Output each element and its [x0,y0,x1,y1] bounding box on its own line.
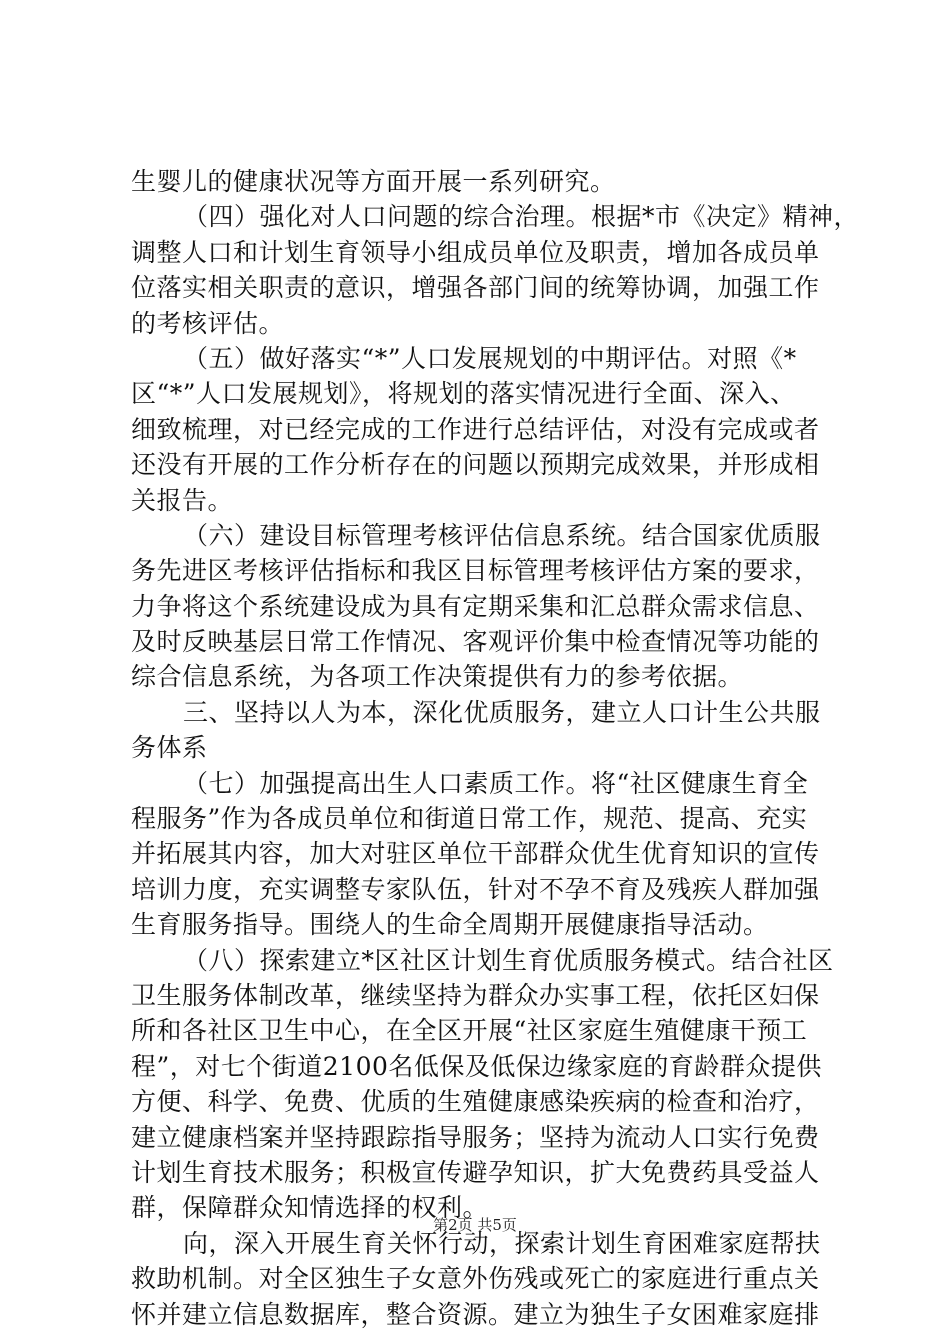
text-line: 位落实相关职责的意识，增强各部门间的统筹协调，加强工作 [131,273,820,303]
text-line: 计划生育技术服务；积极宣传避孕知识，扩大免费药具受益人 [131,1157,820,1187]
text-line: 方便、科学、免费、优质的生殖健康感染疾病的检查和治疗， [131,1087,820,1117]
text-line: 还没有开展的工作分析存在的问题以预期完成效果，并形成相 [131,450,820,480]
text-line: 力争将这个系统建设成为具有定期采集和汇总群众需求信息、 [131,591,820,621]
text-line: 关报告。 [131,485,234,515]
text-line: 区“*”人口发展规划》，将规划的落实情况进行全面、深入、 [131,379,796,409]
text-line: 卫生服务体制改革，继续坚持为群众办实事工程，依托区妇保 [131,980,820,1010]
text-line: （七）加强提高出生人口素质工作。将“社区健康生育全 [183,768,809,798]
text-line: 三、坚持以人为本，深化优质服务，建立人口计生公共服 [183,697,821,727]
text-line: 细致梳理，对已经完成的工作进行总结评估，对没有完成或者 [131,414,820,444]
text-line: 务先进区考核评估指标和我区目标管理考核评估方案的要求， [131,556,820,586]
text-line: 向，深入开展生育关怀行动，探索计划生育困难家庭帮扶 [183,1228,821,1258]
text-line: 的考核评估。 [131,308,285,338]
text-line: 务体系 [131,733,208,763]
text-line: （四）强化对人口问题的综合治理。根据*市《决定》精神， [183,202,860,232]
text-line: （五）做好落实“*”人口发展规划的中期评估。对照《* [183,343,797,373]
body-text [131,164,860,1332]
text-line: 所和各社区卫生中心，在全区开展“社区家庭生殖健康干预工 [131,1016,808,1046]
text-line: 生育服务指导。围绕人的生命全周期开展健康指导活动。 [131,910,769,940]
text-line: 调整人口和计划生育领导小组成员单位及职责，增加各成员单 [131,237,820,267]
text-line: 综合信息系统，为各项工作决策提供有力的参考依据。 [131,662,744,692]
text-line: 群，保障群众知情选择的权利。 [131,1193,489,1223]
page-footer: 第2页 共5页 [433,1216,517,1234]
text-line: 生婴儿的健康状况等方面开展一系列研究。 [131,167,616,196]
text-line: 并拓展其内容，加大对驻区单位干部群众优生优育知识的宣传 [131,839,820,869]
text-line: 培训力度，充实调整专家队伍，针对不孕不育及残疾人群加强 [131,874,820,904]
text-line: 怀并建立信息数据库，整合资源。建立为独生子女困难家庭排 [131,1299,820,1329]
text-line: 程”，对七个街道2100名低保及低保边缘家庭的育龄群众提供 [131,1051,822,1081]
text-line: 及时反映基层日常工作情况、客观评价集中检查情况等功能的 [131,627,820,657]
text-line: （八）探索建立*区社区计划生育优质服务模式。结合社区 [183,945,834,975]
text-line: 程服务”作为各成员单位和街道日常工作，规范、提高、充实 [131,804,808,834]
text-line: （六）建设目标管理考核评估信息系统。结合国家优质服 [183,520,821,550]
text-line: 建立健康档案并坚持跟踪指导服务；坚持为流动人口实行免费 [131,1122,820,1152]
text-line: 救助机制。对全区独生子女意外伤残或死亡的家庭进行重点关 [131,1264,820,1294]
